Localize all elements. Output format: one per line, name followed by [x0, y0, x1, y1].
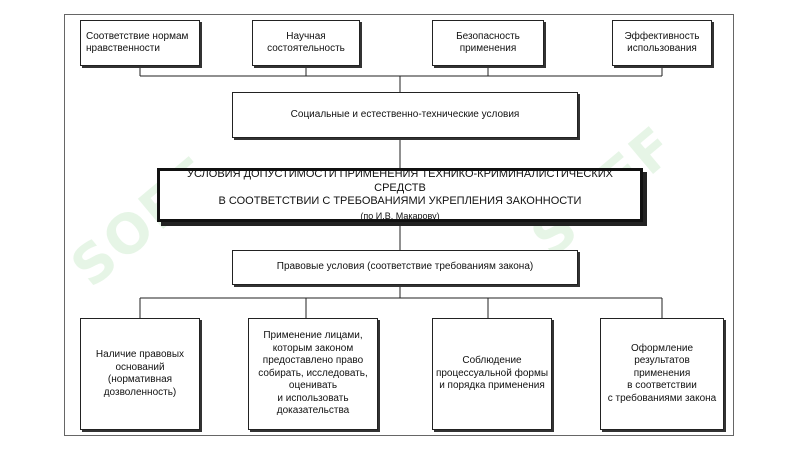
top-box-efficiency-label: Эффективность использования [624, 30, 700, 54]
central-title-line2: В СООТВЕТСТВИИ С ТРЕБОВАНИЯМИ УКРЕПЛЕНИЯ ЗАКОННОСТИ [218, 194, 582, 207]
central-title-line1: УСЛОВИЯ ДОПУСТИМОСТИ ПРИМЕНЕНИЯ ТЕХНИКО-КРИМИНАЛИСТИЧЕСКИХ СРЕДСТВ [186, 168, 614, 194]
top-box-morality [80, 20, 200, 66]
central-title-source: (по И.В. Макарову) [360, 210, 440, 221]
legal-conditions-box [232, 250, 578, 285]
bottom-box-procedural-form-label: Соблюдение процессуальной формы и порядка применения [435, 355, 549, 392]
top-box-morality-label: Соответствие нормам нравственности [86, 30, 189, 54]
bottom-box-legal-basis [80, 318, 200, 430]
bottom-box-documentation [600, 318, 724, 430]
watermark-left: SOFF [59, 143, 228, 300]
top-box-scientific [252, 20, 360, 66]
top-box-efficiency [612, 20, 712, 66]
central-title-box [157, 168, 643, 222]
social-conditions-label: Социальные и естественно-технические условия [290, 108, 520, 120]
legal-conditions-label: Правовые условия (соответствие требованиям закона) [276, 261, 534, 273]
bottom-box-authorized-persons-label: Применение лицами, которым законом предоставлено право собирать, исследовать, оценивать и использовать доказательства [258, 330, 368, 417]
top-box-safety-label: Безопасность применения [456, 30, 520, 54]
bottom-box-legal-basis-label: Наличие правовых оснований (нормативная дозволенность) [95, 349, 185, 398]
bottom-box-authorized-persons [248, 318, 378, 430]
social-conditions-box [232, 92, 578, 138]
top-box-safety [432, 20, 544, 66]
top-box-scientific-label: Научная состоятельность [267, 30, 345, 54]
bottom-box-documentation-label: Оформление результатов применения в соответствии с требованиями закона [607, 342, 717, 404]
bottom-box-procedural-form [432, 318, 552, 430]
